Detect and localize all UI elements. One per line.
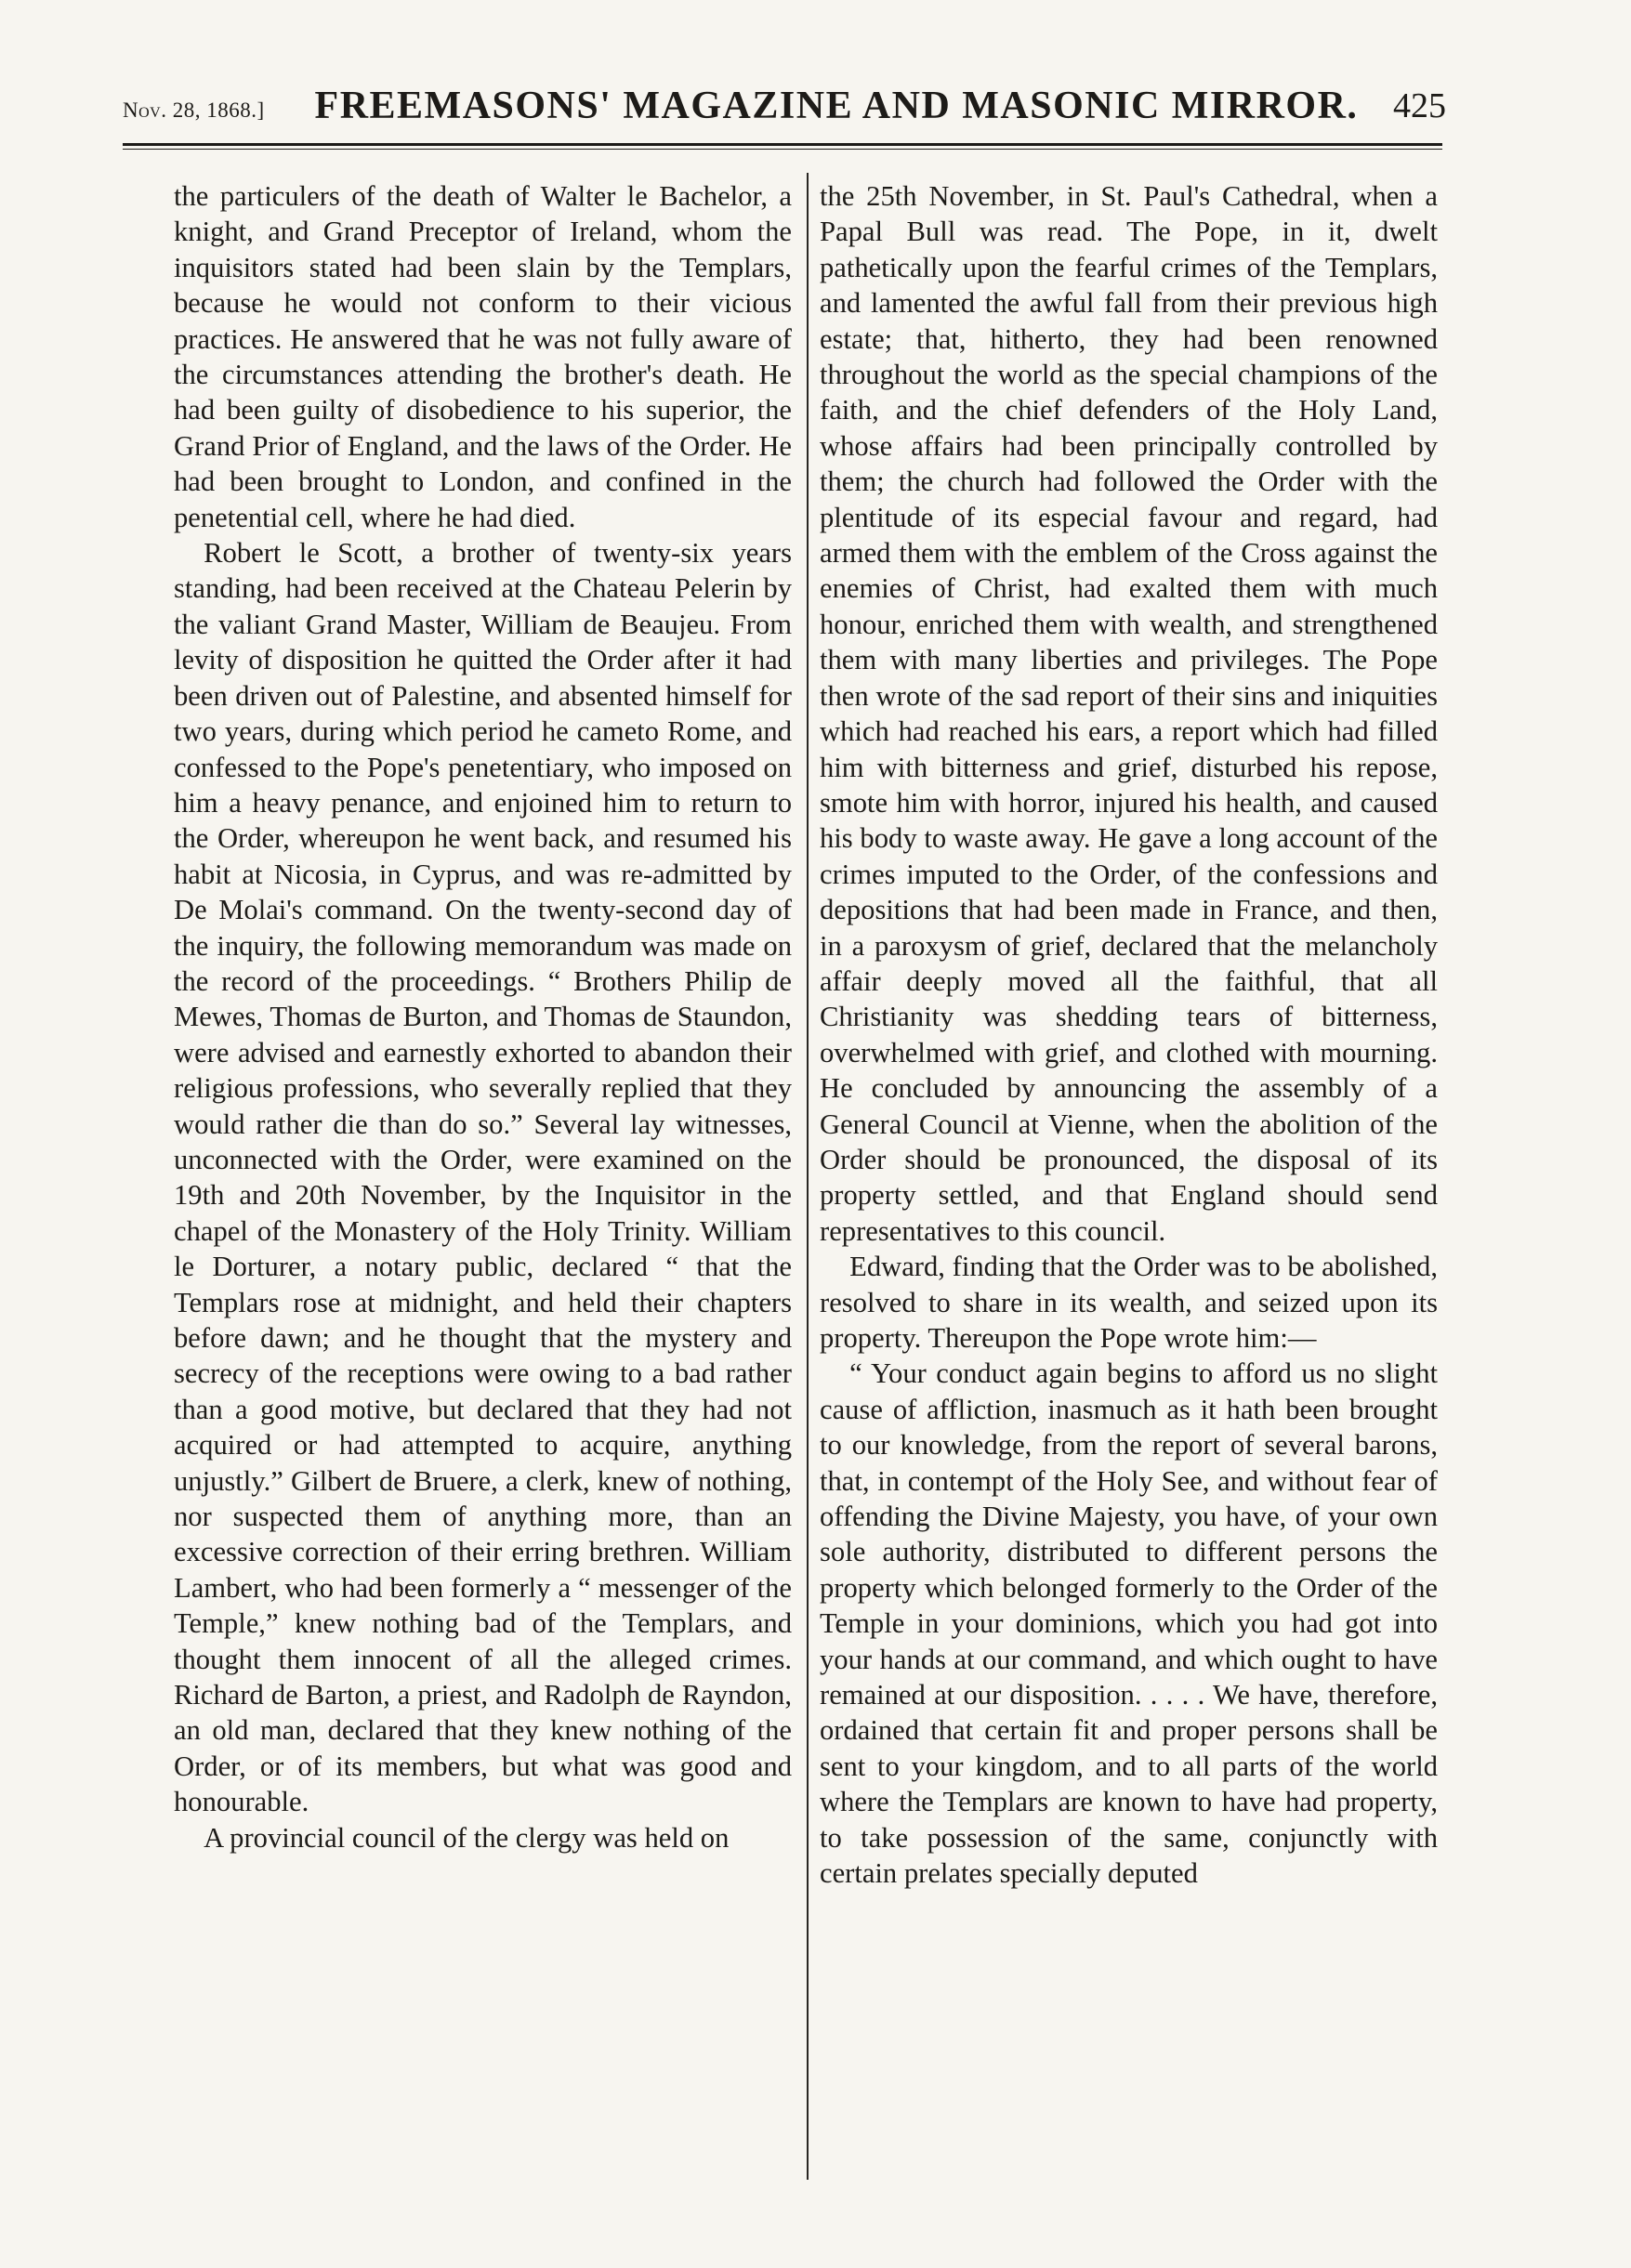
paragraph: the particulers of the death of Walter le Bachelor, a knight, and Grand Preceptor of Ireland, whom the inquisitors stated had been slain by the Templars, because he would not conform to their vicious practices. He answered that he was not fully aware of the circumstances attending the brother's death. He had been guilty of disobedience to his superior, the Grand Prior of England, and the laws of the Order. He had been brought to London, and confined in the penetential cell, where he had died.	[174, 180, 792, 533]
issue-date: Nov. 28, 1868.]	[123, 98, 265, 122]
paragraph: Robert le Scott, a brother of twenty-six years standing, had been received at the Chateau Pelerin by the valiant Grand Master, William de Beaujeu. From levity of disposition he quitted the Order after it had been driven out of Palestine, and absented himself for two years, during which period he cameto Rome, and confessed to the Pope's penetentiary, who imposed on him a heavy penance, and enjoined him to return to the Order, whereupon he went back, and resumed his habit at Nicosia, in Cyprus, and was re-admitted by De Molai's command. On the twenty-second day of the inquiry, the following memorandum was made on the record of the proceedings. “ Brothers Philip de Mewes, Thomas de Burton, and Thomas de Staundon, were advised and earnestly exhorted to abandon their religious professions, who severally replied that they would rather die than do so.” Several lay witnesses, unconnected with the Order, were examined on the 19th and 20th November, by the Inquisitor in the chapel of the Monastery of the Holy Trinity. William le Dorturer, a notary public, declared “ that the Templars rose at midnight, and held their chapters before dawn; and he thought that the mystery and secrecy of the receptions were owing to a bad rather than a good motive, but declared that they had not acquired or had attempted to acquire, anything unjustly.” Gilbert de Bruere, a clerk, knew of nothing, nor suspected them of anything more, than an excessive correction of their erring brethren. William Lambert, who had been formerly a “ messenger of the Temple,” knew nothing bad of the Templars, and thought them innocent of all the alleged crimes. Richard de Barton, a priest, and Radolph de Rayndon, an old man, declared that they knew nothing of the Order, or of its members, but what was good and honourable.	[174, 537, 792, 1818]
magazine-title: FREEMASONS' MAGAZINE AND MASONIC MIRROR.	[314, 85, 1359, 127]
page-number: 425	[1393, 86, 1446, 125]
column-divider	[807, 173, 809, 2180]
paragraph: “ Your conduct again begins to afford us no slight cause of affliction, inasmuch as it hath been brought to our knowledge, from the report of several barons, that, in contempt of the Holy See, and without fear of offending the Divine Majesty, you have, of your own sole authority, distributed to different persons the property which belonged formerly to the Order of the Temple in your dominions, which you had got into your hands at our command, and which ought to have remained at our disposition. . . . . We have, therefore, ordained that certain fit and proper persons shall be sent to your kingdom, and to all parts of the world where the Templars are known to have had property, to take possession of the same, conjunctly with certain prelates specially deputed	[820, 1357, 1438, 1890]
header-rule	[123, 143, 1442, 146]
paragraph: the 25th November, in St. Paul's Cathedral, when a Papal Bull was read. The Pope, in it, dwelt pathetically upon the fearful crimes of the Templars, and lamented the awful fall from their previous high estate; that, hitherto, they had been renowned throughout the world as the special champions of the faith, and the chief defenders of the Holy Land, whose affairs had been principally controlled by them; the church had followed the Order with the plentitude of its especial favour and regard, had armed them with the emblem of the Cross against the enemies of Christ, had exalted them with much honour, enriched them with wealth, and strengthened them with many liberties and privileges. The Pope then wrote of the sad report of their sins and iniquities which had reached his ears, a report which had filled him with bitterness and grief, disturbed his repose, smote him with horror, injured his health, and caused his body to waste away. He gave a long account of the crimes imputed to the Order, of the confessions and depositions that had been made in France, and then, in a paroxysm of grief, declared that the melancholy affair deeply moved all the faithful, that all Christianity was shedding tears of bitterness, overwhelmed with grief, and clothed with mourning. He concluded by announcing the assembly of a General Council at Vienne, when the abolition of the Order should be pronounced, the disposal of its property settled, and that England should send representatives to this council.	[820, 180, 1438, 1247]
left-column	[174, 178, 792, 2204]
page-header	[0, 0, 1631, 167]
header-rule-thin	[123, 149, 1442, 150]
right-column	[820, 178, 1438, 2204]
paragraph: A provincial council of the clergy was held on	[204, 1821, 730, 1854]
paragraph: Edward, finding that the Order was to be abolished, resolved to share in its wealth, and seized upon its property. Thereupon the Pope wrote him:—	[820, 1251, 1438, 1354]
